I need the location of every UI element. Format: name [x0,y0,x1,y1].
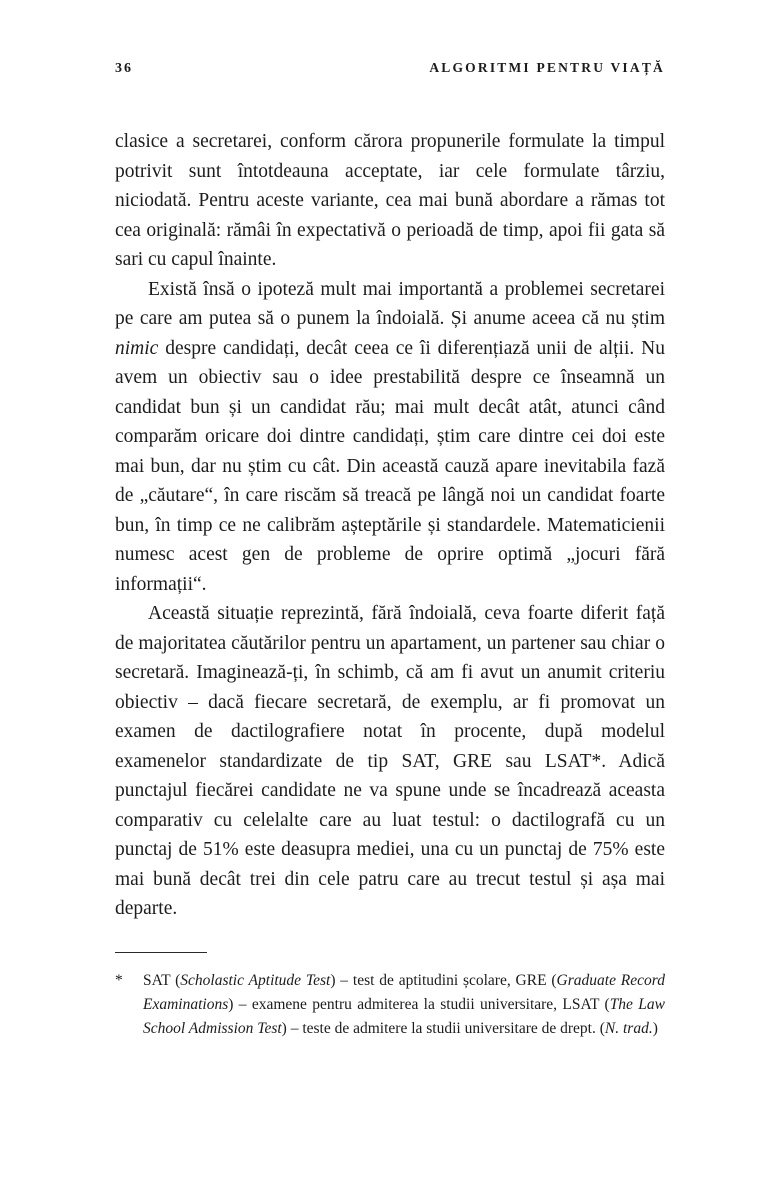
paragraph-1 [115,127,665,275]
text-run: Există însă o ipoteză mult mai importantă a problemei secretarei pe care am putea să o punem la îndoială. Și anume aceea că nu știm [115,278,665,329]
text-run-italic: Graduate Record Examinations [143,971,665,1013]
text-run-italic: Scholastic Aptitude Test [180,971,331,989]
text-run: despre candidați, decât ceea ce îi diferențiază unii de alții. Nu avem un obiectiv sau o idee prestabilită despre ce înseamnă un candidat bun și un candidat rău; mai mult decât atât, atunci când comparăm oricare doi dintre candidați, știm care dintre cei doi este mai bun, dar nu știm cu cât. Din această cauză apare inevitabila fază de „căutare“, în care riscăm să treacă pe lângă noi un candidat foarte bun, în timp ce ne calibrăm așteptările și standardele. Matematicienii numesc acest gen de probleme de oprire optimă „jocuri fără informații“. [115,337,665,595]
text-run: Această situație reprezintă, fără îndoială, ceva foarte diferit față de majoritatea căutărilor pentru un apartament, un partener sau chiar o secretară. Imaginează-ți, în schimb, că am fi avut un anumit criteriu obiectiv – dacă fiecare secretară, de exemplu, ar fi promovat un examen de dactilografiere notat în procente, după modelul examenelor standardizate de tip SAT, GRE sau LSAT*. Adică punctajul fiecărei candidate ne va spune unde se încadrează aceasta comparativ cu celelalte care au luat testul: o dactilografă cu un punctaj de 51% este deasupra mediei, una cu un punctaj de 75% este mai bună decât trei din cele patru care au trecut testul și așa mai departe. [115,603,665,919]
footnote-area [115,952,665,1041]
text-run: ) – teste de admitere la studii universitare de drept. ( [281,1019,605,1037]
page-number: 36 [115,61,133,76]
text-run: ) – test de aptitudini școlare, GRE ( [330,971,557,989]
footnote-text [143,969,665,1041]
page-header [115,0,665,77]
footnote [115,969,665,1041]
footnote-marker: * [115,971,123,989]
paragraph-3 [115,599,665,924]
paragraph-2 [115,275,665,600]
text-run: ) [652,1019,658,1037]
text-run-italic: N. trad. [604,1019,653,1037]
footnote-divider [115,952,207,953]
running-title: ALGORITMI PENTRU VIAȚĂ [429,60,665,75]
text-run: clasice a secretarei, conform cărora propunerile formulate la timpul potrivit sunt întotdeauna acceptate, iar cele formulate târziu, niciodată. Pentru aceste variante, cea mai bună abordare a rămas tot cea originală: rămâi în expectativă o perioadă de timp, apoi fii gata să sari cu capul înainte. [115,131,665,270]
page-body [115,127,665,924]
text-run-italic: nimic [115,337,159,359]
text-run-italic: The Law School Admission Test [143,995,665,1037]
text-run: ) – examene pentru admiterea la studii universitare, LSAT ( [228,995,610,1013]
text-run: SAT ( [143,971,181,989]
